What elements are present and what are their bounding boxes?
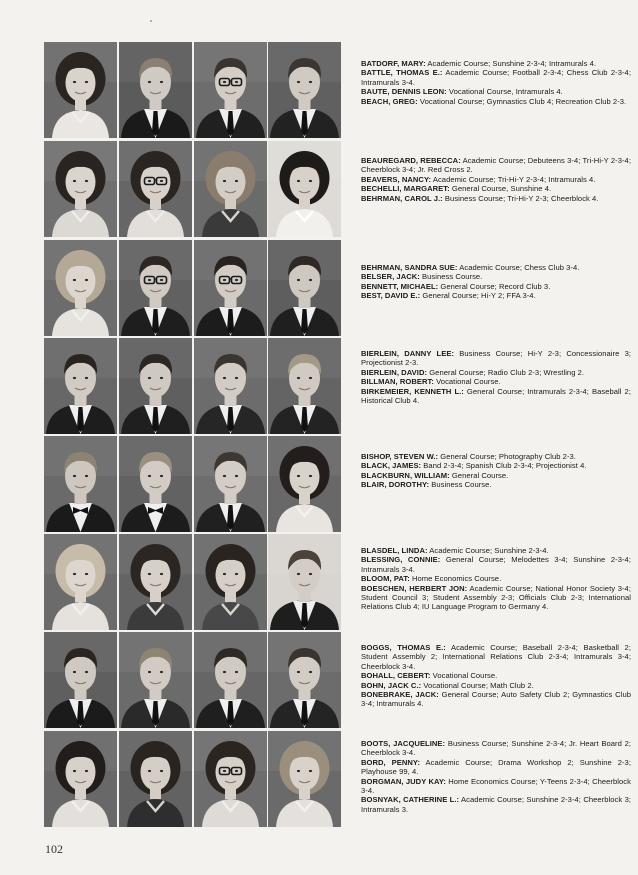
student-entry xyxy=(361,175,631,184)
student-portrait xyxy=(268,436,341,532)
student-entry xyxy=(361,282,631,291)
caption-group xyxy=(361,452,631,490)
student-entry xyxy=(361,681,631,690)
student-activities: Academic Course; Sunshine 2-3-4. xyxy=(427,546,549,555)
student-portrait xyxy=(119,534,192,630)
student-name: BLASDEL, LINDA: xyxy=(361,546,428,555)
student-activities: Academic Course; Football 2-3-4; Chess Club 2-3-4; Intramurals 3-4. xyxy=(361,68,631,87)
student-name: BONEBRAKE, JACK: xyxy=(361,690,439,700)
paper-speck xyxy=(150,20,152,22)
student-name: BOESCHEN, HERBERT JON: xyxy=(361,583,468,593)
student-portrait xyxy=(44,42,117,138)
student-portrait xyxy=(44,731,117,827)
student-activities: Business Course. xyxy=(419,272,483,282)
student-activities: Academic Course; National Honor Society 3-4; Student Council 3; Student Assembly 2-3; Officials Club 2-3; International Relations Club 4; IU Language Program to Germany 4. xyxy=(361,583,631,612)
student-activities: Business Course; Sunshine 2-3-4; Jr. Heart Board 2; Cheerblock 3-4. xyxy=(361,739,631,758)
student-activities: Home Economics Course; Y-Teens 2-3-4; Cheerblock 3-4. xyxy=(361,776,631,796)
portrait-row xyxy=(44,731,344,827)
student-portrait xyxy=(194,731,267,827)
student-name: BEHRMAN, CAROL J.: xyxy=(361,193,443,203)
student-name: BEHRMAN, SANDRA SUE: xyxy=(361,263,458,272)
student-entry xyxy=(361,156,631,175)
student-portrait xyxy=(194,141,267,237)
student-activities: Vocational Course; Math Club 2. xyxy=(421,680,534,690)
student-activities: Vocational Course, Intramurals 4. xyxy=(446,87,563,97)
student-activities: General Course. xyxy=(449,470,509,480)
student-entry xyxy=(361,471,631,480)
student-name: BORD, PENNY: xyxy=(361,757,421,767)
caption-group xyxy=(361,643,631,709)
student-name: BOSNYAK, CATHERINE L.: xyxy=(361,795,460,805)
caption-group xyxy=(361,349,631,405)
student-portrait xyxy=(268,240,341,336)
student-portrait xyxy=(44,240,117,336)
student-portrait xyxy=(194,42,267,138)
student-portrait xyxy=(194,240,267,336)
portrait-row xyxy=(44,436,344,532)
student-portrait xyxy=(119,240,192,336)
student-entry xyxy=(361,87,631,96)
student-name: BOOTS, JACQUELINE: xyxy=(361,739,446,748)
student-activities: Academic Course; Drama Workshop 2; Sunshine 2-3; Playhouse 99, 4. xyxy=(361,757,631,777)
student-portrait xyxy=(194,436,267,532)
student-name: BEST, DAVID E.: xyxy=(361,291,421,301)
student-entry xyxy=(361,795,631,814)
student-portrait xyxy=(268,534,341,630)
student-name: BLOOM, PAT: xyxy=(361,574,410,584)
student-name: BOHALL, CEBERT: xyxy=(361,671,431,681)
student-name: BATDORF, MARY: xyxy=(361,59,426,68)
student-activities: Academic Course; Sunshine 2-3-4; Intramurals 4. xyxy=(425,59,597,68)
student-name: BEAUREGARD, REBECCA: xyxy=(361,156,461,165)
student-activities: Academic Course; Chess Club 3-4. xyxy=(457,263,580,272)
student-portrait xyxy=(119,338,192,434)
student-entry xyxy=(361,387,631,406)
student-activities: Business Course; Tri-Hi-Y 2-3; Cheerblock 4. xyxy=(442,193,599,203)
portrait-row xyxy=(44,141,344,237)
student-name: BIERLEIN, DAVID: xyxy=(361,367,428,377)
student-entry xyxy=(361,68,631,87)
student-entry xyxy=(361,777,631,796)
student-name: BORGMAN, JUDY KAY: xyxy=(361,776,446,786)
student-entry xyxy=(361,263,631,272)
student-entry xyxy=(361,194,631,203)
student-portrait xyxy=(268,338,341,434)
caption-group xyxy=(361,739,631,814)
student-entry xyxy=(361,377,631,386)
student-entry xyxy=(361,184,631,193)
student-portrait xyxy=(44,338,117,434)
student-portrait xyxy=(119,141,192,237)
student-name: BOHN, JACK C.: xyxy=(361,680,422,690)
student-portrait xyxy=(268,731,341,827)
student-entry xyxy=(361,555,631,574)
page-number: 102 xyxy=(45,842,63,856)
caption-group xyxy=(361,546,631,612)
student-activities: General Course; Intramurals 2-3-4; Baseball 2; Historical Club 4. xyxy=(361,386,631,406)
student-name: BECHELLI, MARGARET: xyxy=(361,184,450,194)
student-portrait xyxy=(44,436,117,532)
student-activities: Academic Course; Baseball 2-3-4; Basketball 2; Student Assembly 2; International Relations Club 2-3-4; Intramurals 3-4; Cheerblock 3-4. xyxy=(361,643,631,671)
portrait-row xyxy=(44,240,344,336)
student-portrait xyxy=(119,42,192,138)
student-entry xyxy=(361,97,631,106)
student-portrait xyxy=(44,632,117,728)
student-entry xyxy=(361,368,631,377)
student-activities: Academic Course; Sunshine 2-3-4; Cheerblock 3; Intramurals 3. xyxy=(361,795,632,814)
student-portrait xyxy=(44,141,117,237)
student-name: BENNETT, MICHAEL: xyxy=(361,281,439,291)
student-name: BEACH, GREG: xyxy=(361,96,418,106)
student-activities: Home Economics Course. xyxy=(409,574,502,584)
student-activities: Business Course. xyxy=(429,480,492,490)
student-portrait xyxy=(194,632,267,728)
student-entry xyxy=(361,671,631,680)
student-activities: Vocational Course. xyxy=(430,671,498,681)
student-activities: General Course; Photography Club 2-3. xyxy=(438,452,576,461)
portrait-row xyxy=(44,534,344,630)
caption-group xyxy=(361,156,631,203)
student-portrait xyxy=(268,632,341,728)
student-entry xyxy=(361,349,631,368)
student-name: BEAVERS, NANCY: xyxy=(361,174,432,184)
student-activities: Business Course; Hi-Y 2-3; Concessionaire 3; Projectionist 2-3. xyxy=(361,349,631,368)
student-activities: General Course, Sunshine 4. xyxy=(449,184,552,194)
student-name: BLACKBURN, WILLIAM: xyxy=(361,470,450,480)
student-entry xyxy=(361,739,631,758)
caption-group xyxy=(361,59,631,106)
student-activities: Vocational Course; Gymnastics Club 4; Recreation Club 2-3. xyxy=(417,96,627,106)
student-name: BOGGS, THOMAS E.: xyxy=(361,643,446,652)
caption-column xyxy=(361,42,631,832)
student-name: BAUTE, DENNIS LEON: xyxy=(361,87,447,97)
student-name: BLACK, JAMES: xyxy=(361,461,422,471)
student-portrait xyxy=(119,632,192,728)
caption-group xyxy=(361,263,631,301)
student-entry xyxy=(361,758,631,777)
student-name: BLAIR, DOROTHY: xyxy=(361,480,430,490)
student-activities: General Course; Melodettes 3-4; Sunshine 2-3-4; Intramurals 3-4. xyxy=(361,555,631,574)
student-entry xyxy=(361,690,631,709)
student-activities: Academic Course; Tri-Hi-Y 2-3-4; Intramurals 4. xyxy=(431,174,596,184)
student-activities: Band 2-3-4; Spanish Club 2-3-4; Projectionist 4. xyxy=(421,461,587,471)
student-entry xyxy=(361,584,631,612)
student-name: BILLMAN, ROBERT: xyxy=(361,377,434,387)
student-activities: General Course; Hi-Y 2; FFA 3-4. xyxy=(420,291,536,301)
student-activities: Vocational Course. xyxy=(433,377,501,387)
portrait-grid xyxy=(44,42,344,831)
student-portrait xyxy=(268,42,341,138)
student-portrait xyxy=(44,534,117,630)
student-portrait xyxy=(268,141,341,237)
student-entry xyxy=(361,643,631,671)
student-name: BATTLE, THOMAS E.: xyxy=(361,68,443,78)
student-entry xyxy=(361,574,631,583)
student-portrait xyxy=(194,338,267,434)
student-portrait xyxy=(194,534,267,630)
student-portrait xyxy=(119,731,192,827)
portrait-row xyxy=(44,42,344,138)
portrait-row xyxy=(44,632,344,728)
student-name: BIRKEMEIER, KENNETH L.: xyxy=(361,386,464,396)
student-name: BLESSING, CONNIE: xyxy=(361,555,441,565)
student-activities: General Course; Radio Club 2-3; Wrestling 2. xyxy=(427,367,585,377)
student-name: BISHOP, STEVEN W.: xyxy=(361,452,439,461)
student-portrait xyxy=(119,436,192,532)
portrait-row xyxy=(44,338,344,434)
student-entry xyxy=(361,452,631,461)
student-entry xyxy=(361,461,631,470)
student-activities: General Course; Auto Safety Club 2; Gymnastics Club 3-4; Intramurals 4. xyxy=(361,690,631,709)
student-entry xyxy=(361,291,631,300)
student-entry xyxy=(361,546,631,555)
student-name: BELSER, JACK: xyxy=(361,272,420,282)
student-entry xyxy=(361,59,631,68)
student-entry xyxy=(361,480,631,489)
student-name: BIERLEIN, DANNY LEE: xyxy=(361,349,455,358)
student-activities: Academic Course; Debuteens 3-4; Tri-Hi-Y 2-3-4; Cheerblock 3-4; Jr. Red Cross 2. xyxy=(361,156,631,175)
student-activities: General Course; Record Club 3. xyxy=(438,281,551,291)
student-entry xyxy=(361,272,631,281)
